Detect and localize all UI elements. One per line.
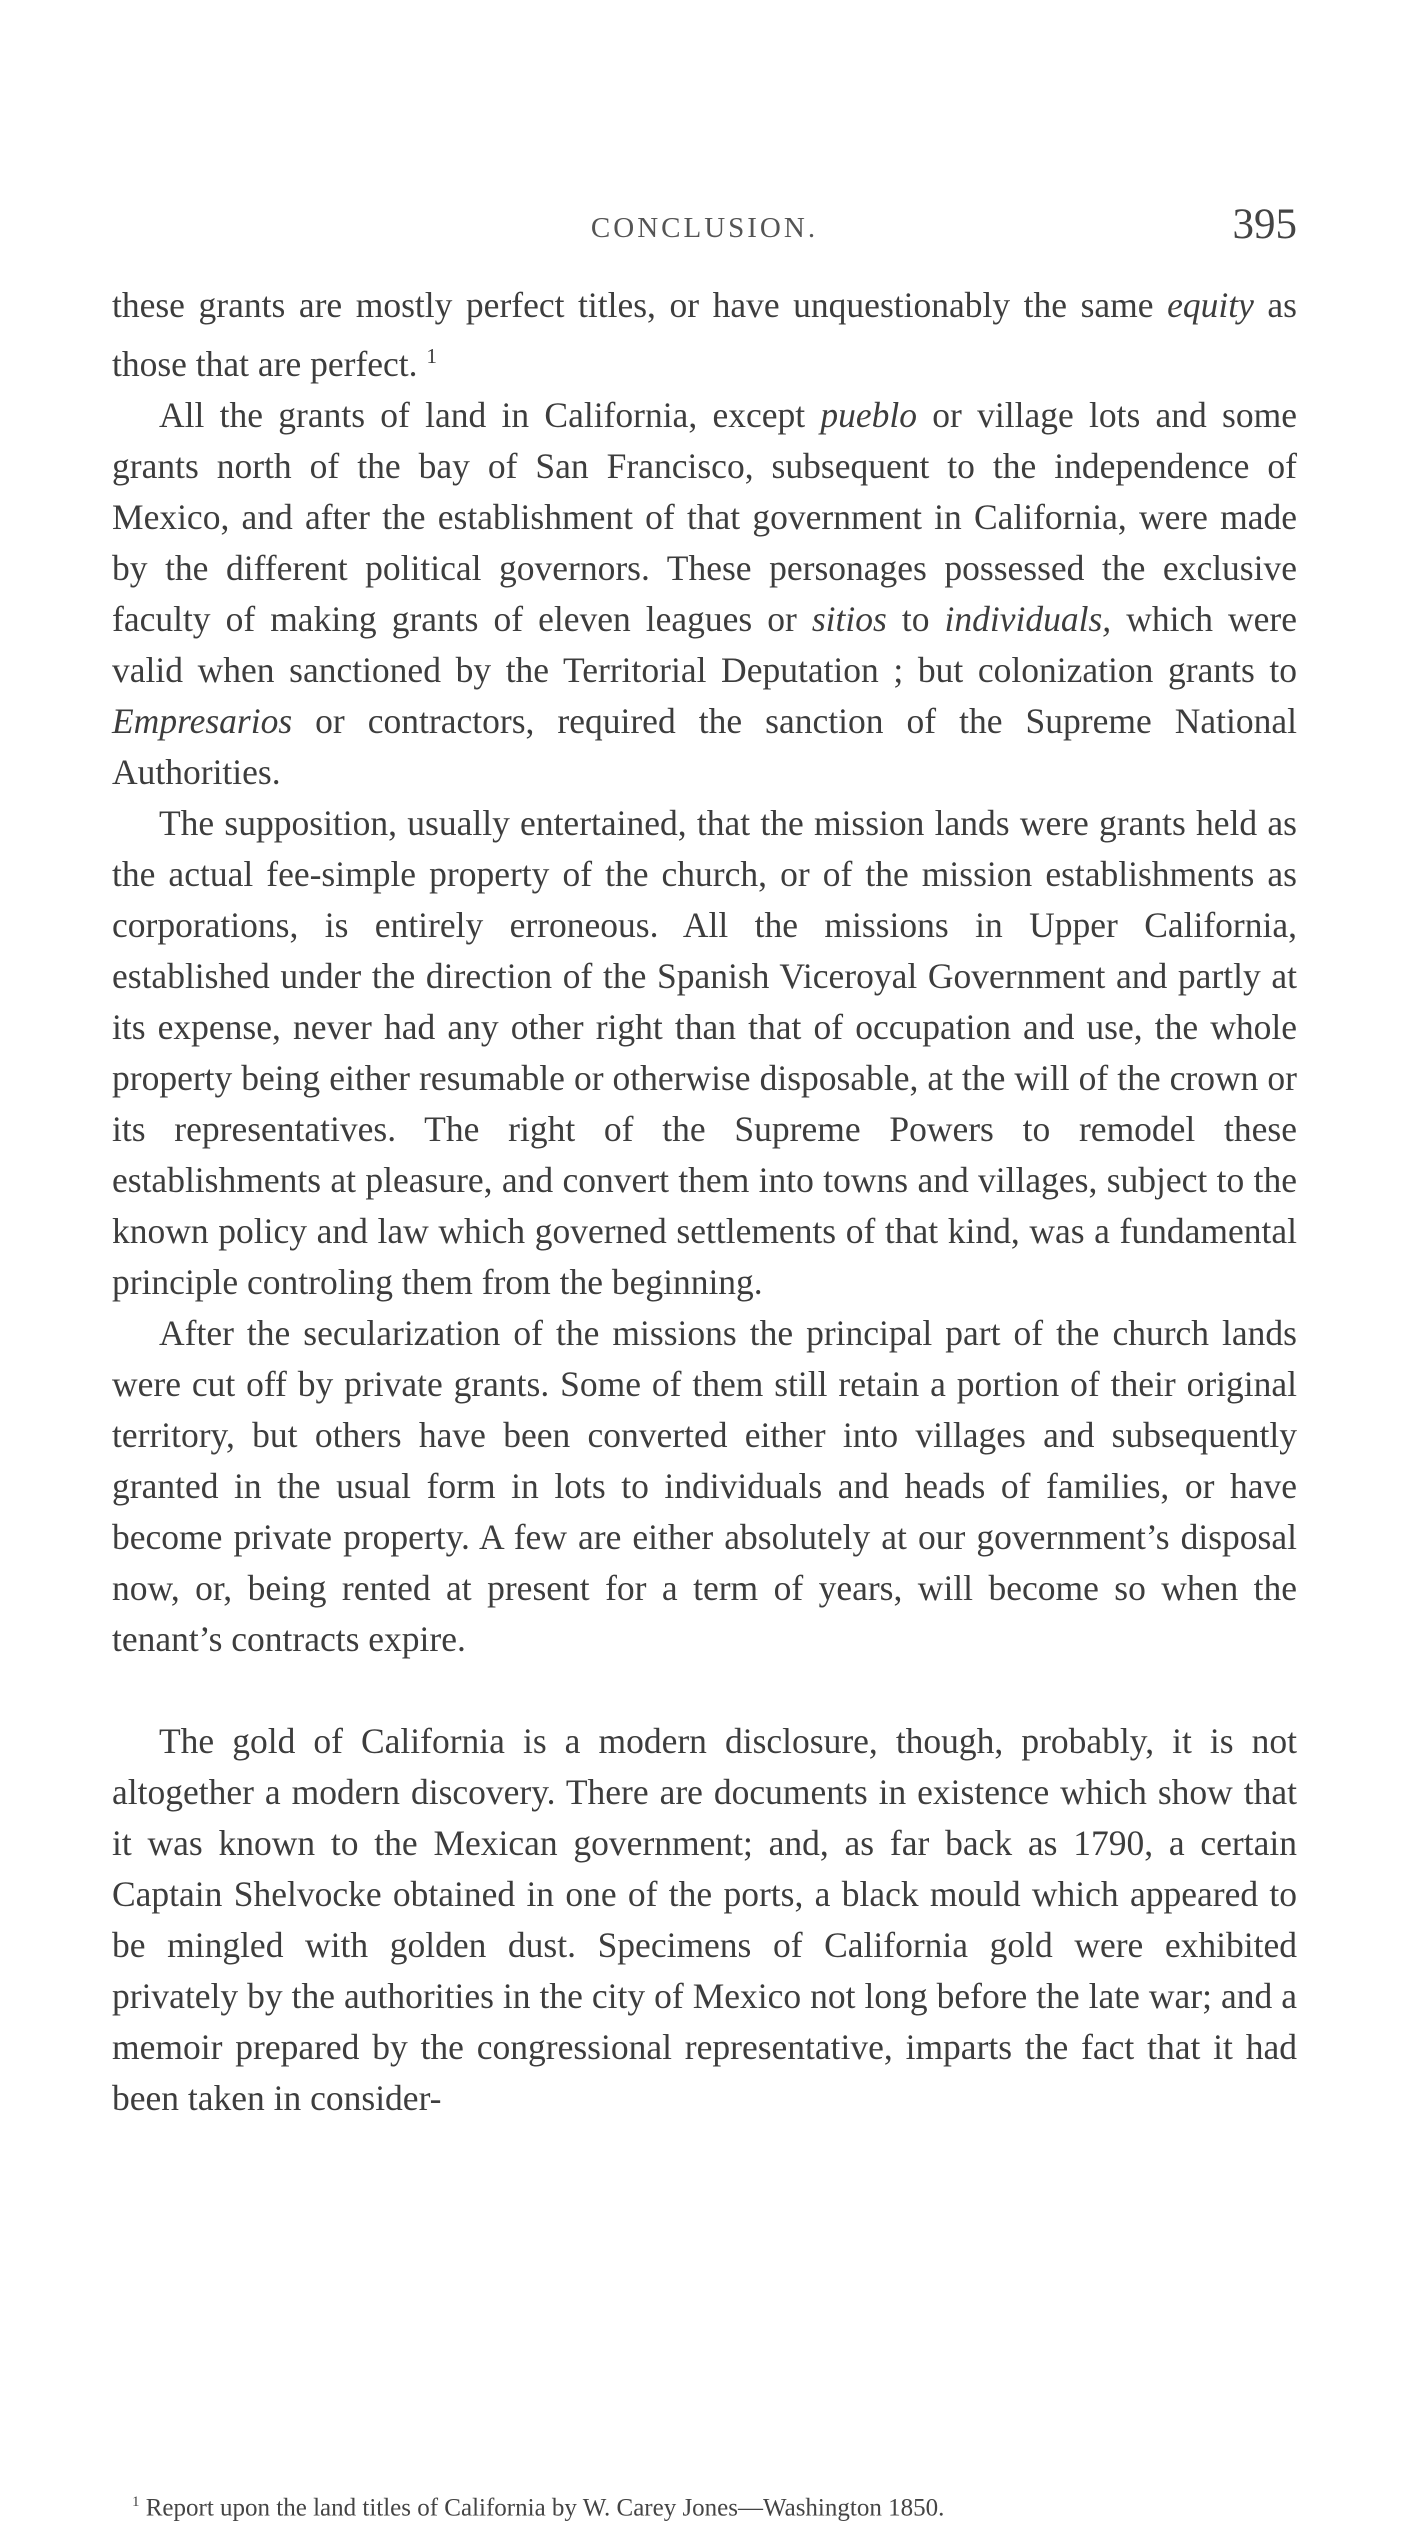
italic-text: Empresarios <box>112 700 293 741</box>
italic-text: pueblo <box>820 394 917 435</box>
italic-text: equity <box>1167 285 1254 325</box>
paragraph <box>112 280 1297 390</box>
text-run: which were valid when sanctioned by the Territorial Deputation ; but colonization grants to <box>112 598 1297 690</box>
footnote-text: Report upon the land titles of California by W. Carey Jones—Washington 1850. <box>139 2494 945 2522</box>
text-run: as those that are perfect. <box>112 285 1297 384</box>
footnote-reference: 1 <box>426 344 438 368</box>
paragraph <box>112 798 1297 1308</box>
text-run: or village lots and some grants north of the bay of San Francisco, subsequent to the independence of Mexico, and after the establishment of that government in California, were made by the different political governors. These personages possessed the exclusive faculty of making grants of eleven leagues or <box>112 394 1297 639</box>
paragraph <box>112 1716 1297 2124</box>
paragraph <box>112 390 1297 798</box>
text-run: All the grants of land in California, except <box>159 394 821 435</box>
text-run: to <box>886 598 945 639</box>
italic-text: sitios <box>811 598 887 639</box>
page-header <box>112 196 1297 252</box>
text-run: After the secularization of the missions the principal part of the church lands were cut off by private grants. Some of them still retain a portion of their original territory, but others have been converted either into villages and subsequently granted in the usual form in lots to individuals and heads of families, or have become private property. A few are either absolutely at our government’s disposal now, or, being rented at present for a term of years, will become so when the tenant’s contracts expire. <box>112 1312 1297 1659</box>
running-head: CONCLUSION. <box>590 212 819 244</box>
paragraph <box>112 1308 1297 1665</box>
body-text <box>112 280 1297 2124</box>
text-run: The supposition, usually entertained, that the mission lands were grants held as the actual fee-simple property of the church, or of the mission establishments as corporations, is entirely erroneous. All the missions in Upper California, established under the direction of the Spanish Viceroyal Government and partly at its expense, never had any other right than that of occupation and use, the whole property being either resumable or otherwise disposable, at the will of the crown or its representatives. The right of the Supreme Powers to remodel these establishments at pleasure, and convert them into towns and villages, subject to the known policy and law which governed settlements of that kind, was a fundamental principle controling them from the beginning. <box>112 802 1297 1302</box>
italic-text: individuals, <box>944 598 1112 639</box>
page-number: 395 <box>1232 201 1297 248</box>
text-run: these grants are mostly perfect titles, or have unquestionably the same <box>112 285 1168 325</box>
text-run: or contractors, required the sanction of the Supreme National Authorities. <box>112 700 1297 792</box>
footnote <box>112 2486 1297 2524</box>
footnote-marker: 1 <box>132 2494 140 2510</box>
text-run: The gold of California is a modern disclosure, though, probably, it is not altogether a modern discovery. There are documents in existence which show that it was known to the Mexican government; and, as far back as 1790, a certain Captain Shelvocke obtained in one of the ports, a black mould which appeared to be mingled with golden dust. Specimens of California gold were exhibited privately by the authorities in the city of Mexico not long before the late war; and a memoir prepared by the congressional representative, imparts the fact that it had been taken in consider- <box>112 1720 1297 2118</box>
